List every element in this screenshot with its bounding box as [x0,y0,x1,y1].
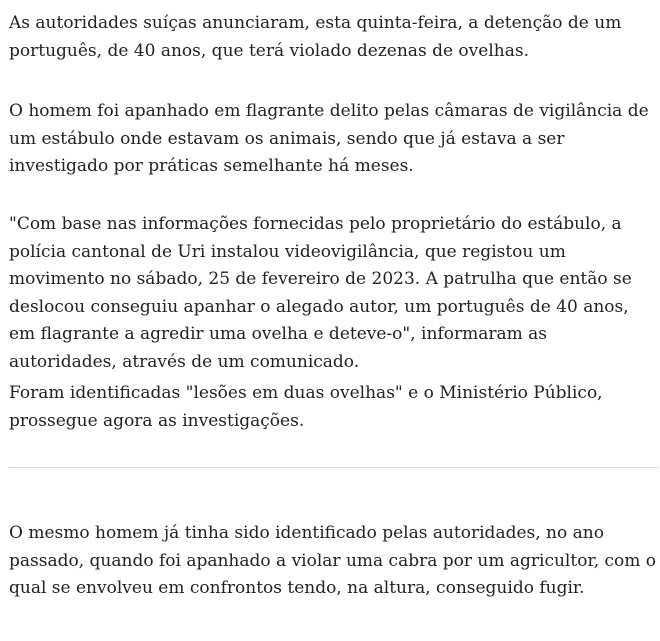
article-paragraph: "Com base nas informações fornecidas pelo proprietário do estábulo, a polícia cantonal de Uri instalou videovigilância, que registou um movimento no sábado, 25 de fevereiro de 2023. A patrulha que então se deslocou conseguiu apanhar o alegado autor, um português de 40 anos, em flagrante a agredir uma ovelha e deteve-o", informaram as autoridades, através de um comunicado. [9,214,632,372]
article-paragraph: O homem foi apanhado em flagrante delito pelas câmaras de vigilância de um estábulo onde estavam os animais, sendo que já estava a ser investigado por práticas semelhante há meses. [9,101,649,176]
article-paragraph: Foram identificadas "lesões em duas ovelhas" e o Ministério Público, prossegue agora as investigações. [9,383,603,431]
article-paragraph: As autoridades suíças anunciaram, esta quinta-feira, a detenção de um português, de 40 anos, que terá violado dezenas de ovelhas. [9,13,622,61]
article-paragraph: O mesmo homem já tinha sido identificado pelas autoridades, no ano passado, quando foi apanhado a violar uma cabra por um agricultor, com o qual se envolveu em confrontos tendo, na altura, conseguido fugir. [9,523,657,598]
section-divider [9,467,658,468]
